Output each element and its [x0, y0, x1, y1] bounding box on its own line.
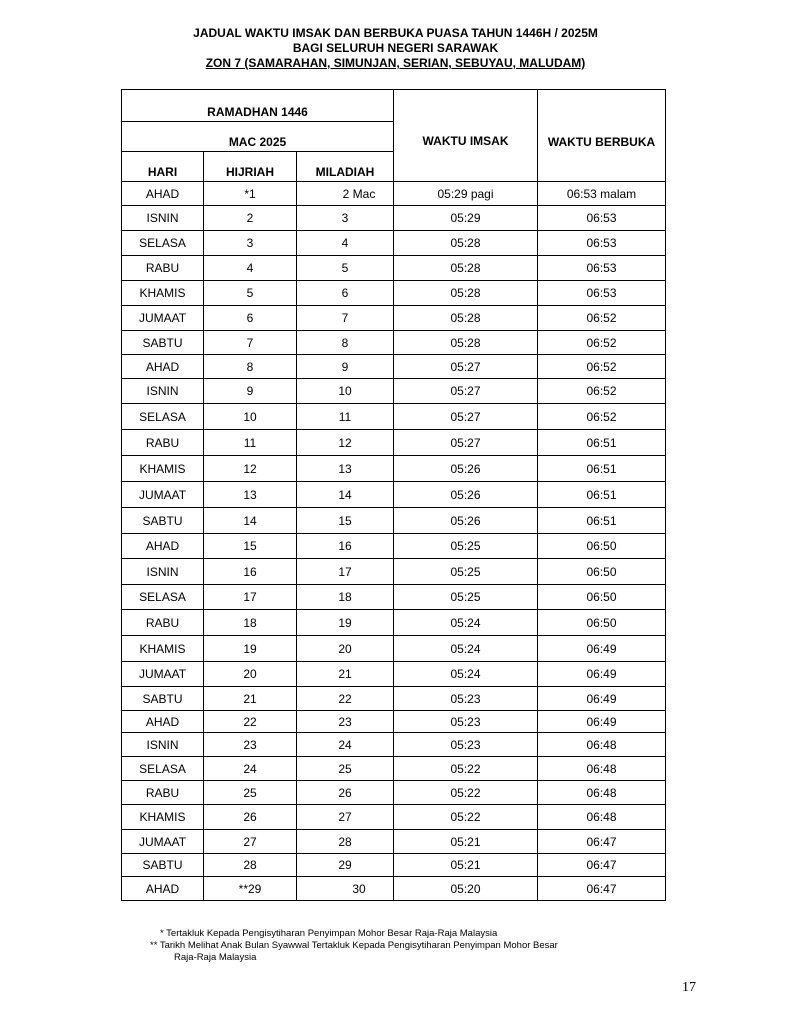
- imsak-time-cell: 05:25: [394, 534, 538, 559]
- ramadhan-header: RAMADHAN 1446: [122, 90, 394, 122]
- hijriah-cell: 27: [204, 830, 297, 854]
- miladiah-cell: 5: [297, 256, 394, 281]
- day-cell: SABTU: [122, 687, 204, 711]
- imsak-time-cell: 05:27: [394, 430, 538, 456]
- hijriah-cell: 11: [204, 430, 297, 456]
- berbuka-time-cell: 06:52: [538, 331, 666, 355]
- table-row: [122, 854, 666, 877]
- berbuka-time-cell: 06:48: [538, 805, 666, 830]
- imsak-time-cell: 05:21: [394, 830, 538, 854]
- berbuka-time-cell: 06:51: [538, 482, 666, 508]
- hijriah-cell: **29: [204, 877, 297, 901]
- table-row: [122, 404, 666, 430]
- day-cell: KHAMIS: [122, 281, 204, 306]
- berbuka-time-cell: 06:53: [538, 281, 666, 306]
- berbuka-time-cell: 06:53: [538, 206, 666, 231]
- zone-title: ZON 7 (SAMARAHAN, SIMUNJAN, SERIAN, SEBUYAU, MALUDAM): [205, 56, 586, 70]
- hijriah-cell: 21: [204, 687, 297, 711]
- miladiah-cell: 29: [297, 854, 394, 877]
- hijriah-cell: 2: [204, 206, 297, 231]
- miladiah-cell: 26: [297, 781, 394, 805]
- imsak-time-cell: 05:23: [394, 711, 538, 733]
- berbuka-time-cell: 06:52: [538, 306, 666, 331]
- berbuka-time-cell: 06:53: [538, 256, 666, 281]
- imsak-column-header: WAKTU IMSAK: [394, 90, 538, 182]
- imsak-time-cell: 05:24: [394, 662, 538, 687]
- berbuka-time-cell: 06:49: [538, 636, 666, 662]
- hijriah-cell: 18: [204, 610, 297, 636]
- day-cell: AHAD: [122, 534, 204, 559]
- hijriah-cell: 17: [204, 585, 297, 610]
- miladiah-cell: 10: [297, 379, 394, 404]
- table-row: [122, 662, 666, 687]
- hijriah-cell: 20: [204, 662, 297, 687]
- table-row: [122, 687, 666, 711]
- imsak-time-cell: 05:28: [394, 281, 538, 306]
- miladiah-cell: 7: [297, 306, 394, 331]
- miladiah-cell: 24: [297, 733, 394, 757]
- berbuka-time-cell: 06:49: [538, 711, 666, 733]
- hijriah-cell: 22: [204, 711, 297, 733]
- hijriah-cell: 8: [204, 355, 297, 379]
- miladiah-cell: 14: [297, 482, 394, 508]
- hari-column-header: HARI: [122, 152, 204, 182]
- berbuka-time-cell: 06:52: [538, 404, 666, 430]
- day-cell: KHAMIS: [122, 456, 204, 482]
- miladiah-cell: 25: [297, 757, 394, 781]
- table-row: [122, 508, 666, 534]
- imsak-time-cell: 05:26: [394, 508, 538, 534]
- hijriah-column-header: HIJRIAH: [204, 152, 297, 182]
- imsak-time-cell: 05:23: [394, 733, 538, 757]
- miladiah-cell: 15: [297, 508, 394, 534]
- day-cell: ISNIN: [122, 733, 204, 757]
- day-cell: AHAD: [122, 182, 204, 206]
- berbuka-time-cell: 06:47: [538, 830, 666, 854]
- day-cell: RABU: [122, 610, 204, 636]
- day-cell: RABU: [122, 781, 204, 805]
- day-cell: ISNIN: [122, 206, 204, 231]
- miladiah-cell: 6: [297, 281, 394, 306]
- berbuka-time-cell: 06:50: [538, 559, 666, 585]
- berbuka-time-cell: 06:50: [538, 585, 666, 610]
- table-row: [122, 430, 666, 456]
- imsak-time-cell: 05:25: [394, 585, 538, 610]
- hijriah-cell: 25: [204, 781, 297, 805]
- hijriah-cell: 7: [204, 331, 297, 355]
- miladiah-cell: 21: [297, 662, 394, 687]
- table-row: [122, 534, 666, 559]
- hijriah-cell: 14: [204, 508, 297, 534]
- day-cell: KHAMIS: [122, 636, 204, 662]
- table-row: [122, 610, 666, 636]
- berbuka-time-cell: 06:47: [538, 877, 666, 901]
- hijriah-cell: 24: [204, 757, 297, 781]
- table-row: [122, 559, 666, 585]
- table-row: [122, 711, 666, 733]
- day-cell: ISNIN: [122, 379, 204, 404]
- day-cell: SELASA: [122, 585, 204, 610]
- footnote-2-continued: Raja-Raja Malaysia: [174, 952, 257, 963]
- miladiah-cell: 17: [297, 559, 394, 585]
- miladiah-cell: 8: [297, 331, 394, 355]
- imsak-time-cell: 05:24: [394, 610, 538, 636]
- miladiah-cell: 16: [297, 534, 394, 559]
- day-cell: RABU: [122, 256, 204, 281]
- day-cell: JUMAAT: [122, 482, 204, 508]
- page-number: 17: [682, 980, 696, 995]
- table-row: [122, 182, 666, 206]
- table-row: [122, 206, 666, 231]
- berbuka-time-cell: 06:49: [538, 662, 666, 687]
- miladiah-cell: 23: [297, 711, 394, 733]
- hijriah-cell: 16: [204, 559, 297, 585]
- miladiah-cell: 11: [297, 404, 394, 430]
- day-cell: SABTU: [122, 508, 204, 534]
- imsak-time-cell: 05:23: [394, 687, 538, 711]
- table-row: [122, 733, 666, 757]
- berbuka-time-cell: 06:51: [538, 508, 666, 534]
- berbuka-time-cell: 06:50: [538, 534, 666, 559]
- miladiah-cell: 9: [297, 355, 394, 379]
- berbuka-time-cell: 06:48: [538, 781, 666, 805]
- hijriah-cell: 12: [204, 456, 297, 482]
- hijriah-cell: 23: [204, 733, 297, 757]
- berbuka-time-cell: 06:52: [538, 355, 666, 379]
- miladiah-cell: 20: [297, 636, 394, 662]
- hijriah-cell: 9: [204, 379, 297, 404]
- table-row: [122, 306, 666, 331]
- table-row: [122, 585, 666, 610]
- table-row: [122, 355, 666, 379]
- table-row: [122, 456, 666, 482]
- imsak-time-cell: 05:24: [394, 636, 538, 662]
- imsak-time-cell: 05:22: [394, 805, 538, 830]
- day-cell: SELASA: [122, 757, 204, 781]
- miladiah-cell: 2 Mac: [297, 182, 394, 206]
- miladiah-cell: 27: [297, 805, 394, 830]
- table-row: [122, 830, 666, 854]
- day-cell: AHAD: [122, 355, 204, 379]
- day-cell: SABTU: [122, 331, 204, 355]
- imsak-time-cell: 05:27: [394, 404, 538, 430]
- berbuka-time-cell: 06:51: [538, 456, 666, 482]
- imsak-time-cell: 05:20: [394, 877, 538, 901]
- hijriah-cell: 10: [204, 404, 297, 430]
- imsak-time-cell: 05:25: [394, 559, 538, 585]
- table-row: [122, 281, 666, 306]
- imsak-time-cell: 05:22: [394, 757, 538, 781]
- hijriah-cell: 19: [204, 636, 297, 662]
- berbuka-time-cell: 06:47: [538, 854, 666, 877]
- schedule-subtitle: BAGI SELURUH NEGERI SARAWAK: [292, 41, 499, 55]
- imsak-time-cell: 05:28: [394, 231, 538, 256]
- schedule-rows: [122, 182, 666, 901]
- hijriah-cell: 13: [204, 482, 297, 508]
- imsak-time-cell: 05:29: [394, 206, 538, 231]
- table-row: [122, 331, 666, 355]
- day-cell: SABTU: [122, 854, 204, 877]
- day-cell: JUMAAT: [122, 830, 204, 854]
- imsak-time-cell: 05:28: [394, 256, 538, 281]
- miladiah-cell: 28: [297, 830, 394, 854]
- imsak-time-cell: 05:27: [394, 379, 538, 404]
- table-row: [122, 482, 666, 508]
- miladiah-cell: 18: [297, 585, 394, 610]
- imsak-time-cell: 05:26: [394, 456, 538, 482]
- berbuka-time-cell: 06:50: [538, 610, 666, 636]
- schedule-title: JADUAL WAKTU IMSAK DAN BERBUKA PUASA TAHUN 1446H / 2025M: [193, 26, 598, 40]
- hijriah-cell: 26: [204, 805, 297, 830]
- hijriah-cell: 15: [204, 534, 297, 559]
- imsak-time-cell: 05:27: [394, 355, 538, 379]
- imsak-time-cell: 05:28: [394, 331, 538, 355]
- imsak-time-cell: 05:21: [394, 854, 538, 877]
- miladiah-cell: 22: [297, 687, 394, 711]
- hijriah-cell: 28: [204, 854, 297, 877]
- imsak-time-cell: 05:26: [394, 482, 538, 508]
- table-row: [122, 757, 666, 781]
- hijriah-cell: *1: [204, 182, 297, 206]
- month-header: MAC 2025: [122, 122, 394, 152]
- miladiah-column-header: MILADIAH: [297, 152, 394, 182]
- hijriah-cell: 5: [204, 281, 297, 306]
- footnotes: [150, 928, 558, 964]
- imsak-time-cell: 05:28: [394, 306, 538, 331]
- miladiah-cell: 12: [297, 430, 394, 456]
- day-cell: RABU: [122, 430, 204, 456]
- day-cell: JUMAAT: [122, 662, 204, 687]
- berbuka-time-cell: 06:48: [538, 733, 666, 757]
- miladiah-cell: 4: [297, 231, 394, 256]
- day-cell: AHAD: [122, 877, 204, 901]
- berbuka-column-header: WAKTU BERBUKA: [538, 90, 666, 182]
- table-row: [122, 877, 666, 901]
- hijriah-cell: 6: [204, 306, 297, 331]
- hijriah-cell: 3: [204, 231, 297, 256]
- day-cell: JUMAAT: [122, 306, 204, 331]
- day-cell: SELASA: [122, 404, 204, 430]
- day-cell: AHAD: [122, 711, 204, 733]
- berbuka-time-cell: 06:53 malam: [538, 182, 666, 206]
- berbuka-time-cell: 06:53: [538, 231, 666, 256]
- day-cell: ISNIN: [122, 559, 204, 585]
- table-row: [122, 781, 666, 805]
- table-row: [122, 256, 666, 281]
- miladiah-cell: 30: [297, 877, 394, 901]
- footnote-2: ** Tarikh Melihat Anak Bulan Syawwal Tertakluk Kepada Pengisytiharan Penyimpan Mohor Besar: [150, 940, 558, 951]
- table-row: [122, 636, 666, 662]
- table-row: [122, 805, 666, 830]
- miladiah-cell: 3: [297, 206, 394, 231]
- imsak-time-cell: 05:22: [394, 781, 538, 805]
- day-cell: KHAMIS: [122, 805, 204, 830]
- berbuka-time-cell: 06:49: [538, 687, 666, 711]
- hijriah-cell: 4: [204, 256, 297, 281]
- berbuka-time-cell: 06:48: [538, 757, 666, 781]
- table-row: [122, 379, 666, 404]
- day-cell: SELASA: [122, 231, 204, 256]
- miladiah-cell: 13: [297, 456, 394, 482]
- footnote-1: * Tertakluk Kepada Pengisytiharan Penyimpan Mohor Besar Raja-Raja Malaysia: [160, 928, 498, 939]
- berbuka-time-cell: 06:52: [538, 379, 666, 404]
- berbuka-time-cell: 06:51: [538, 430, 666, 456]
- miladiah-cell: 19: [297, 610, 394, 636]
- schedule-table: [121, 89, 666, 901]
- table-row: [122, 231, 666, 256]
- imsak-time-cell: 05:29 pagi: [394, 182, 538, 206]
